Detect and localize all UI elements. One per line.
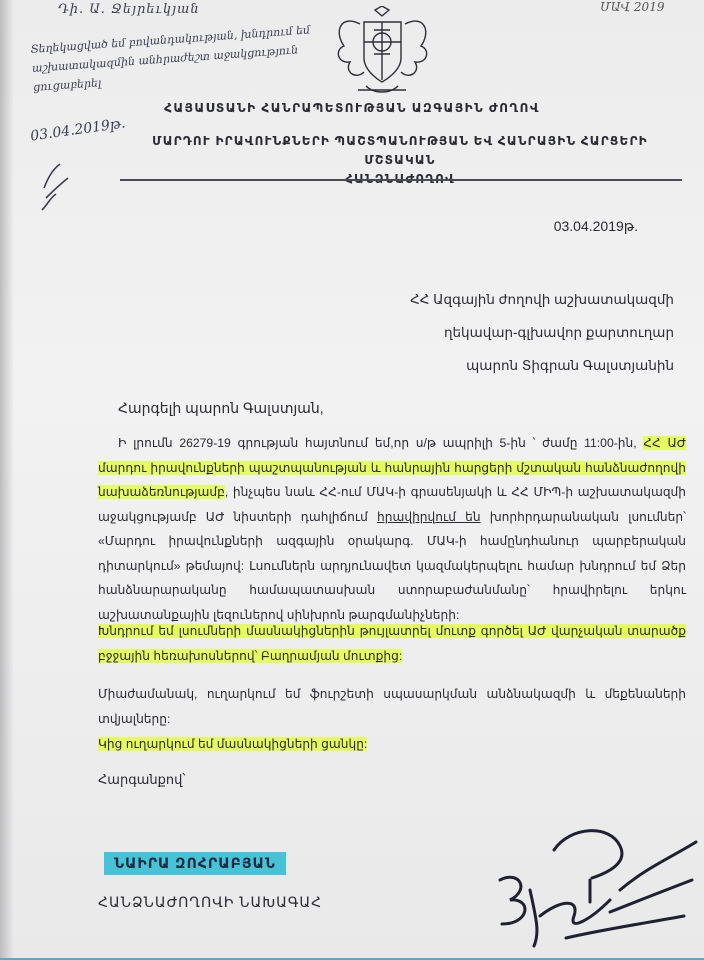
body-p1-intro: Ի լրումն 26279-19 գրության հայտնում եմ,որ ս/թ ապրիլի 5-ին ՝ ժամը 11:00-ին,	[118, 436, 644, 450]
handwritten-resolution-header: Դի. Ա. Ջեյրեւկյան	[58, 2, 200, 17]
body-paragraph-1	[98, 431, 686, 627]
addressee-line2: ղեկավար-գլխավոր քարտուղար	[443, 325, 674, 340]
closing-regards: Հարգանքով՝	[98, 772, 186, 787]
body-p1-end: խորհրդարանական լսումներ՝ «Մարդու իրավունքների ազգային օրակարգ. ՄԱԿ-ի համընդհանուր պարբերական դիտարկում» թեմայով: Լսումներն արդյունավետ կազմակերպելու համար խնդրում եմ Ձեր հանձնարարականը համապատասխան ստորաբաժանմանը՝ հրավիրելու երկու աշխատանքային լեզուներով սինխրոն թարգմանիչների:	[98, 509, 686, 622]
committee-name-line2: ՀԱՆՁՆԱԺՈՂՈՎ	[345, 172, 455, 186]
addressee-line3: պարոն Տիգրան Գալստյանին	[466, 358, 674, 373]
highlighted-participant-list-note: Կից ուղարկում եմ մասնակիցների ցանկը:	[98, 737, 368, 751]
highlighted-phone-access-request: Խնդրում եմ լսումների մասնակիցներին թույլատրել մուտք գործել ԱԺ վարչական տարածք բջջային հեռախոսներով՝ Բաղրամյան մուտքից:	[98, 624, 686, 663]
handwritten-resolution-date: 03.04.2019թ.	[29, 115, 127, 145]
coat-of-arms-emblem	[330, 6, 435, 98]
committee-name-line1: ՄԱՐԴՈՒ ԻՐԱՎՈՒՆՔՆԵՐԻ ՊԱՇՏՊԱՆՈՒԹՅԱՆ ԵՎ ՀԱՆՐԱՅԻՆ ՀԱՐՑԵՐԻ ՄՇՏԱԿԱՆ	[152, 134, 648, 167]
page-fold-shadow	[0, 0, 14, 960]
handwritten-corner-mark: ՄԱՎ 2019	[600, 0, 665, 14]
highlighted-committee-initiative: ՀՀ ԱԺ մարդու իրավունքների պաշտպանության և հանրային հարցերի մշտական հանձնաժողովի նախաձեռնությամբ	[98, 436, 686, 499]
handwritten-resolution-note: Տեղեկացված եմ բովանդակության, խնդրում եմ աշխատակազմին անհրաժեշտ աջակցություն ցուցաբերել	[30, 23, 311, 94]
letter-date: 03.04.2019թ.	[553, 218, 638, 234]
body-p1-middle: , ինչպես նաև ՀՀ-ում ՄԱԿ-ի գրասենյակի և ՀՀ ՄԻՊ-ի աշխատակազմի աջակցությամբ ԱԺ նիստերի դահլիճում	[98, 485, 686, 524]
addressee-block	[410, 283, 674, 382]
handwritten-check-mark	[38, 158, 78, 218]
addressee-line1: ՀՀ Ազգային ժողովի աշխատակազմի	[410, 292, 674, 307]
handwritten-signature	[470, 820, 704, 960]
header-divider	[120, 179, 682, 181]
body-paragraph-3: Միաժամանակ, ուղարկում եմ ֆուրշետի սպասարկման անձնակազմի և մեքենաների տվյալները:	[98, 687, 686, 726]
salutation: Հարգելի պարոն Գալստյան,	[118, 400, 324, 416]
institution-name: ՀԱՅԱՍՏԱՆԻ ՀԱՆՐԱՊԵՏՈՒԹՅԱՆ ԱԶԳԱՅԻՆ ԺՈՂՈՎ	[164, 101, 540, 115]
underlined-invited-phrase: հրավիրվում են	[377, 509, 481, 524]
signer-title: ՀԱՆՁՆԱԺՈՂՈՎԻ ՆԱԽԱԳԱՀ	[98, 894, 323, 910]
signer-name: ՆԱԻՐԱ ԶՈՀՐԱԲՅԱՆ	[104, 852, 286, 875]
body-paragraph-2	[98, 619, 686, 668]
body-paragraph-4	[98, 732, 686, 757]
